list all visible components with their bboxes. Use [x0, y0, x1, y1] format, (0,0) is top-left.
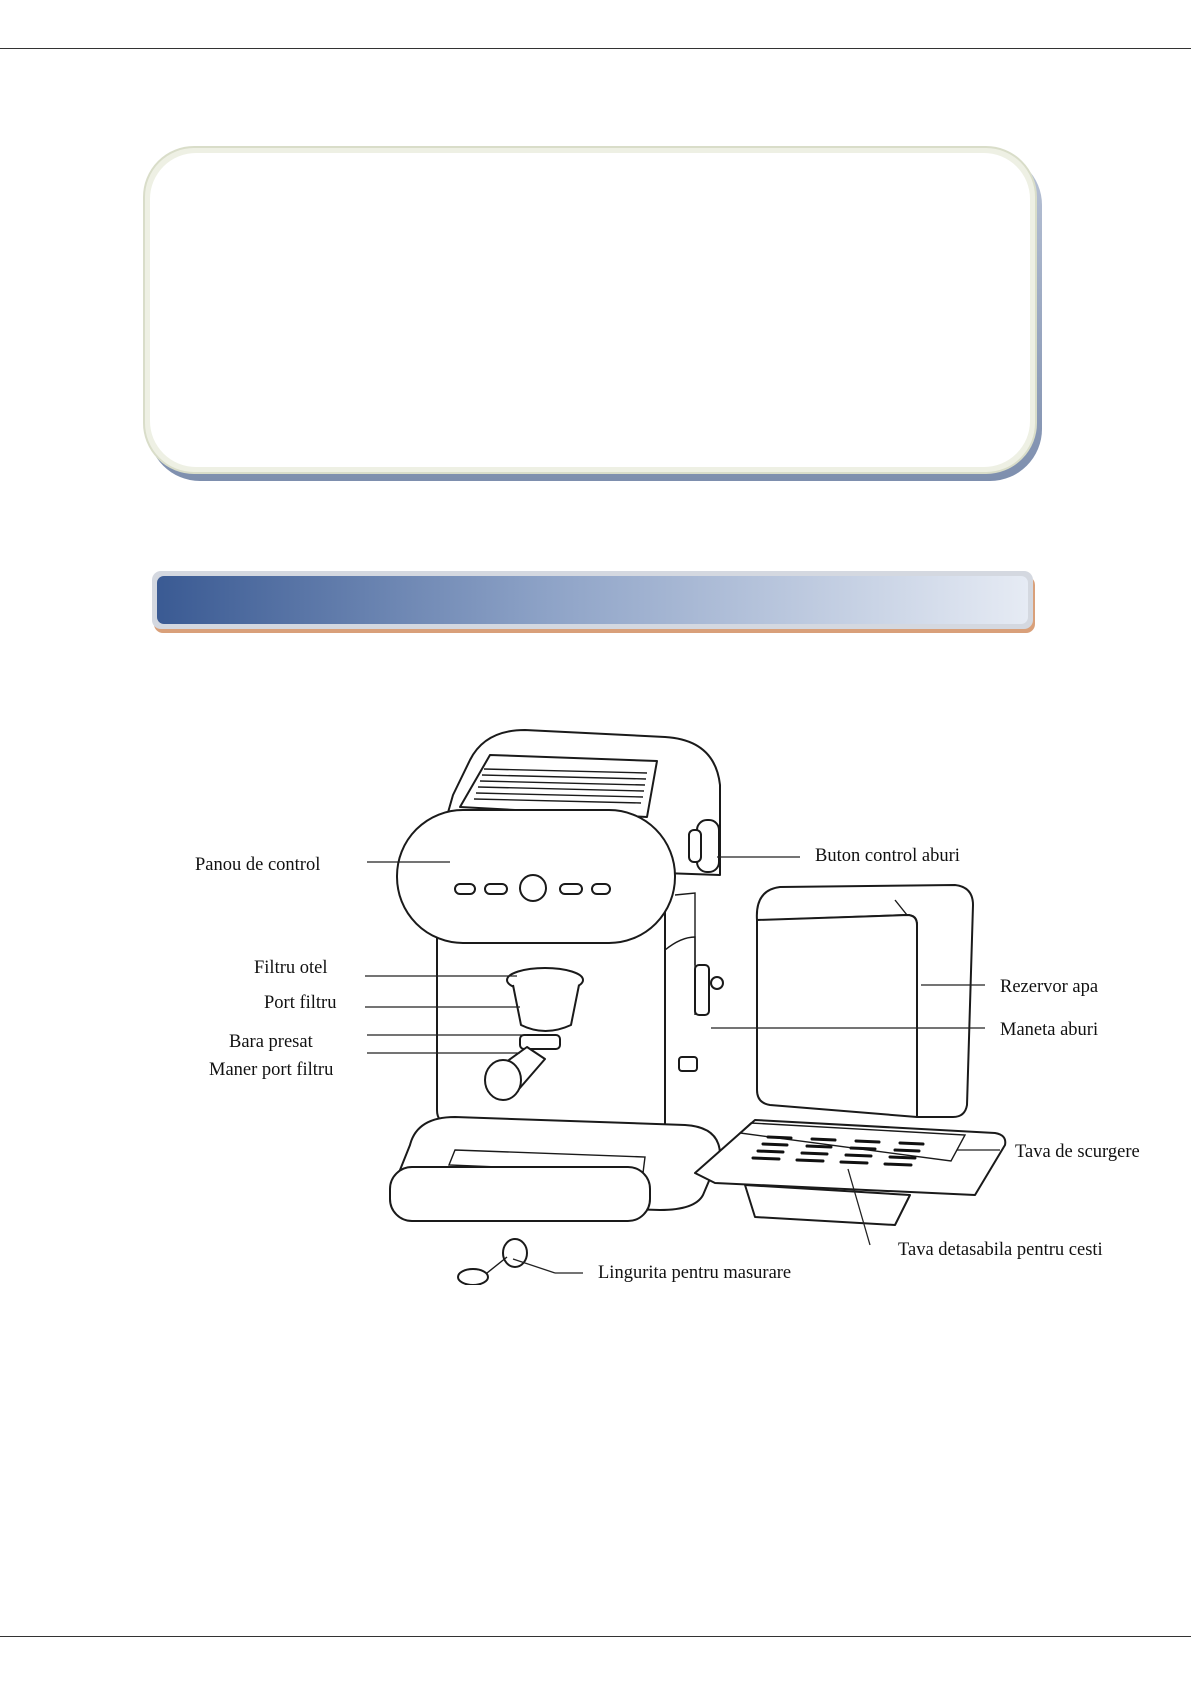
label-panou-de-control: Panou de control [195, 855, 321, 875]
label-rezervor-apa: Rezervor apa [1000, 977, 1099, 997]
drip-tray-illustration [695, 1120, 1005, 1225]
label-bara-presat: Bara presat [229, 1032, 313, 1052]
label-tava-detasabila: Tava detasabila pentru cesti [898, 1240, 1103, 1260]
empty-frame-box [142, 145, 1046, 485]
header-rule [0, 48, 1191, 49]
label-maneta-aburi: Maneta aburi [1000, 1020, 1099, 1040]
label-buton-control-aburi: Buton control aburi [815, 846, 960, 866]
footer-rule [0, 1636, 1191, 1637]
label-maner-port-filtru: Maner port filtru [209, 1060, 334, 1080]
label-filtru-otel: Filtru otel [254, 958, 328, 978]
water-tank-illustration [757, 885, 973, 1117]
label-tava-de-scurgere: Tava de scurgere [1015, 1142, 1140, 1162]
section-header-bar [152, 571, 1037, 635]
label-lingurita: Lingurita pentru masurare [598, 1263, 792, 1283]
label-port-filtru: Port filtru [264, 993, 337, 1013]
coffee-machine-diagram [195, 725, 1155, 1285]
